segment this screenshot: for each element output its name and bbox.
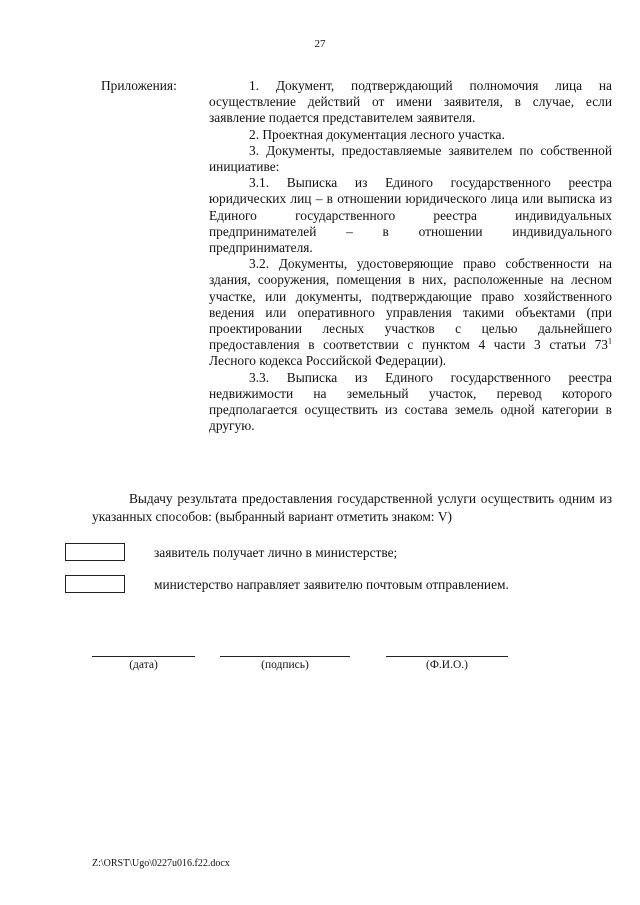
name-caption: (Ф.И.О.) xyxy=(426,659,468,671)
attachment-item-3-3: 3.3. Выписка из Единого государственного реестра недвижимости на земельный участок, перевод которого предполагается осуществить из состава земель одной категории в другую. xyxy=(209,369,612,434)
attachment-item-1: 1. Документ, подтверждающий полномочия лица на осуществление действий от имени заявителя, в случае, если заявление подается представителем заявителя. xyxy=(209,78,612,126)
attachments-label: Приложения: xyxy=(101,78,177,93)
date-line[interactable] xyxy=(92,656,195,657)
option-by-mail-label: министерство направляет заявителю почтовым отправлением. xyxy=(154,577,509,592)
attachment-item-2: 2. Проектная документация лесного участка. xyxy=(249,126,505,142)
option-by-mail xyxy=(65,575,625,597)
date-field xyxy=(92,656,195,671)
option-in-person-label: заявитель получает лично в министерстве; xyxy=(154,545,398,560)
file-path-footer: Z:\ORST\Ugo\0227u016.f22.docx xyxy=(92,858,230,869)
option-in-person xyxy=(65,543,625,565)
attachment-item-3-1: 3.1. Выписка из Единого государственного реестра юридических лиц – в отношении юридического лица или выписка из Единого государственного реестра индивидуальных предпринимателей – в отношении индивидуального предпринимателя. xyxy=(209,175,612,256)
name-field xyxy=(386,656,508,671)
signature-field xyxy=(220,656,350,671)
option-in-person-checkbox[interactable] xyxy=(65,543,125,561)
attachment-item-3-2-text: 3.2. Документы, удостоверяющие право собственности на здания, сооружения, помещения в них, расположенные на лесном участке, или документы, подтверждающие право хозяйственного ведения или оперативного управления такими объектами (при проектировании лесных участков с целью дальнейшего предоставления в соответствии с пунктом 4 части 3 статьи 73 xyxy=(209,256,612,353)
name-line[interactable] xyxy=(386,656,508,657)
signature-caption: (подпись) xyxy=(261,659,309,671)
date-caption: (дата) xyxy=(129,659,158,671)
result-delivery-text: Выдачу результата предоставления государственной услуги осуществить одним из указанных способов: (выбранный вариант отметить знаком: V) xyxy=(92,491,612,524)
attachment-item-3-2 xyxy=(209,256,612,369)
attachment-item-3: 3. Документы, предоставляемые заявителем по собственной инициативе: xyxy=(209,142,612,175)
signature-line[interactable] xyxy=(220,656,350,657)
attachments-list xyxy=(209,78,612,434)
option-by-mail-checkbox[interactable] xyxy=(65,575,125,593)
attachment-item-3-2-tail: Лесного кодекса Российской Федерации). xyxy=(209,353,447,369)
page-number: 27 xyxy=(314,38,326,50)
article-superscript: 1 xyxy=(608,336,612,346)
